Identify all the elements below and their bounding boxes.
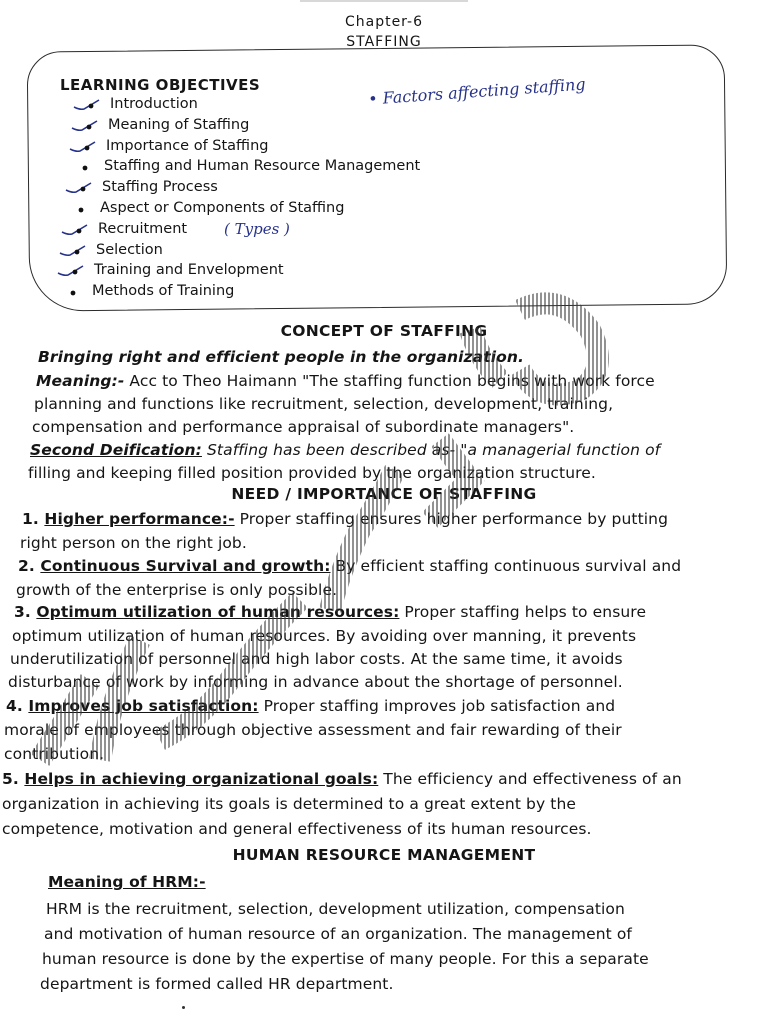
objective-label: Meaning of Staffing [108, 116, 250, 133]
meaning-line-3: compensation and performance appraisal of subordinate managers". [32, 418, 575, 436]
objective-item [62, 116, 482, 137]
point-5-line-2: organization in achieving its goals is determined to a great extent by the [2, 795, 577, 813]
point-1-line-2: right person on the right job. [20, 534, 247, 552]
point-2-text-1: By efficient staffing continuous survival and [330, 557, 682, 575]
need-heading: NEED / IMPORTANCE OF STAFFING [231, 485, 537, 503]
objective-item [62, 282, 482, 303]
point-3-label: Optimum utilization of human resources: [36, 603, 400, 621]
second-definition-text-1: Staffing has been described as- "a managerial function of [201, 441, 661, 459]
objective-label: Staffing Process [102, 179, 218, 196]
pen-check-icon [60, 222, 90, 238]
hrm-line-3: human resource is done by the expertise of many people. For this a separate [42, 950, 649, 968]
bullet-icon [54, 284, 84, 300]
point-2-line-2: growth of the enterprise is only possible. [16, 581, 338, 599]
point-5-number: 5. [2, 770, 25, 788]
second-definition-line-1 [30, 441, 660, 459]
pen-check-icon [64, 180, 94, 196]
second-definition-line-2: filling and keeping filled position provided by the organization structure. [28, 464, 596, 482]
objective-label: Introduction [110, 96, 198, 112]
page-speck [182, 1006, 185, 1009]
chapter-title: STAFFING [346, 34, 422, 50]
point-5-line-1 [2, 770, 682, 788]
pen-check-icon [68, 139, 98, 155]
point-1-label: Higher performance:- [44, 510, 235, 528]
point-2-label: Continuous Survival and growth: [40, 557, 331, 575]
objective-label: Methods of Training [92, 283, 235, 300]
meaning-text-1: Acc to Theo Haimann "The staffing function begins with work force [124, 372, 655, 390]
handwritten-types-note: ( Types ) [224, 220, 290, 238]
hrm-line-2: and motivation of human resource of an organization. The management of [44, 925, 632, 943]
top-edge-line [300, 0, 468, 2]
pen-check-icon [58, 243, 88, 259]
point-4-number: 4. [6, 697, 29, 715]
point-5-text-1: The efficiency and effectiveness of an [378, 770, 682, 788]
point-3-line-4: disturbance of work by informing in advance about the shortage of personnel. [8, 673, 623, 691]
point-1-line-1 [22, 510, 668, 528]
point-5-label: Helps in achieving organizational goals: [24, 770, 379, 788]
objective-label: Selection [96, 241, 163, 258]
point-3-line-1 [14, 603, 646, 621]
point-4-label: Improves job satisfaction: [28, 697, 259, 715]
point-5-line-3: competence, motivation and general effectiveness of its human resources. [2, 820, 592, 838]
chapter-number: Chapter-6 [344, 14, 424, 30]
concept-tagline: Bringing right and efficient people in the organization. [38, 348, 525, 366]
bullet-icon [62, 201, 92, 217]
hrm-heading: HUMAN RESOURCE MANAGEMENT [232, 846, 536, 864]
point-4-line-2: morale of employees through objective assessment and fair rewarding of their [4, 721, 622, 739]
concept-heading: CONCEPT OF STAFFING [280, 322, 488, 340]
meaning-line-1 [36, 372, 655, 390]
point-3-line-3: underutilization of personnel and high labor costs. At the same time, it avoids [10, 650, 623, 668]
pen-check-icon [56, 263, 86, 279]
point-4-line-3: contribution. [4, 745, 105, 763]
second-definition-label: Second Deification: [30, 441, 202, 459]
point-4-line-1 [6, 697, 615, 715]
objective-label: Staffing and Human Resource Management [104, 158, 421, 175]
point-1-text-1: Proper staffing ensures higher performance by putting [234, 510, 669, 528]
point-3-line-2: optimum utilization of human resources. By avoiding over manning, it prevents [12, 627, 637, 645]
objective-item [62, 157, 482, 178]
objective-label: Training and Envelopment [94, 262, 284, 279]
point-2-number: 2. [18, 557, 41, 575]
objective-item [62, 137, 482, 158]
point-4-text-1: Proper staffing improves job satisfaction and [258, 697, 616, 715]
hrm-line-4: department is formed called HR department. [40, 975, 394, 993]
point-1-number: 1. [22, 510, 45, 528]
meaning-line-2: planning and functions like recruitment, selection, development, training, [34, 395, 614, 413]
objective-item [62, 199, 482, 220]
learning-objectives-heading: LEARNING OBJECTIVES [60, 76, 261, 94]
point-3-number: 3. [14, 603, 37, 621]
learning-objectives-list [62, 95, 482, 303]
meaning-label: Meaning:- [36, 372, 125, 390]
handwritten-note: • Factors affecting staffing [367, 74, 587, 109]
pen-check-icon [70, 118, 100, 134]
objective-item [62, 261, 482, 282]
point-3-text-1: Proper staffing helps to ensure [399, 603, 647, 621]
point-2-line-1 [18, 557, 681, 575]
objective-label: Importance of Staffing [106, 137, 269, 154]
objective-item [62, 241, 482, 262]
hrm-line-1: HRM is the recruitment, selection, development utilization, compensation [46, 900, 625, 918]
pen-check-icon [72, 97, 102, 113]
objective-label: Aspect or Components of Staffing [100, 199, 345, 216]
hrm-meaning-subheading: Meaning of HRM:- [48, 873, 206, 891]
objective-item [62, 178, 482, 199]
objective-label: Recruitment [98, 220, 188, 237]
bullet-icon [66, 159, 96, 175]
